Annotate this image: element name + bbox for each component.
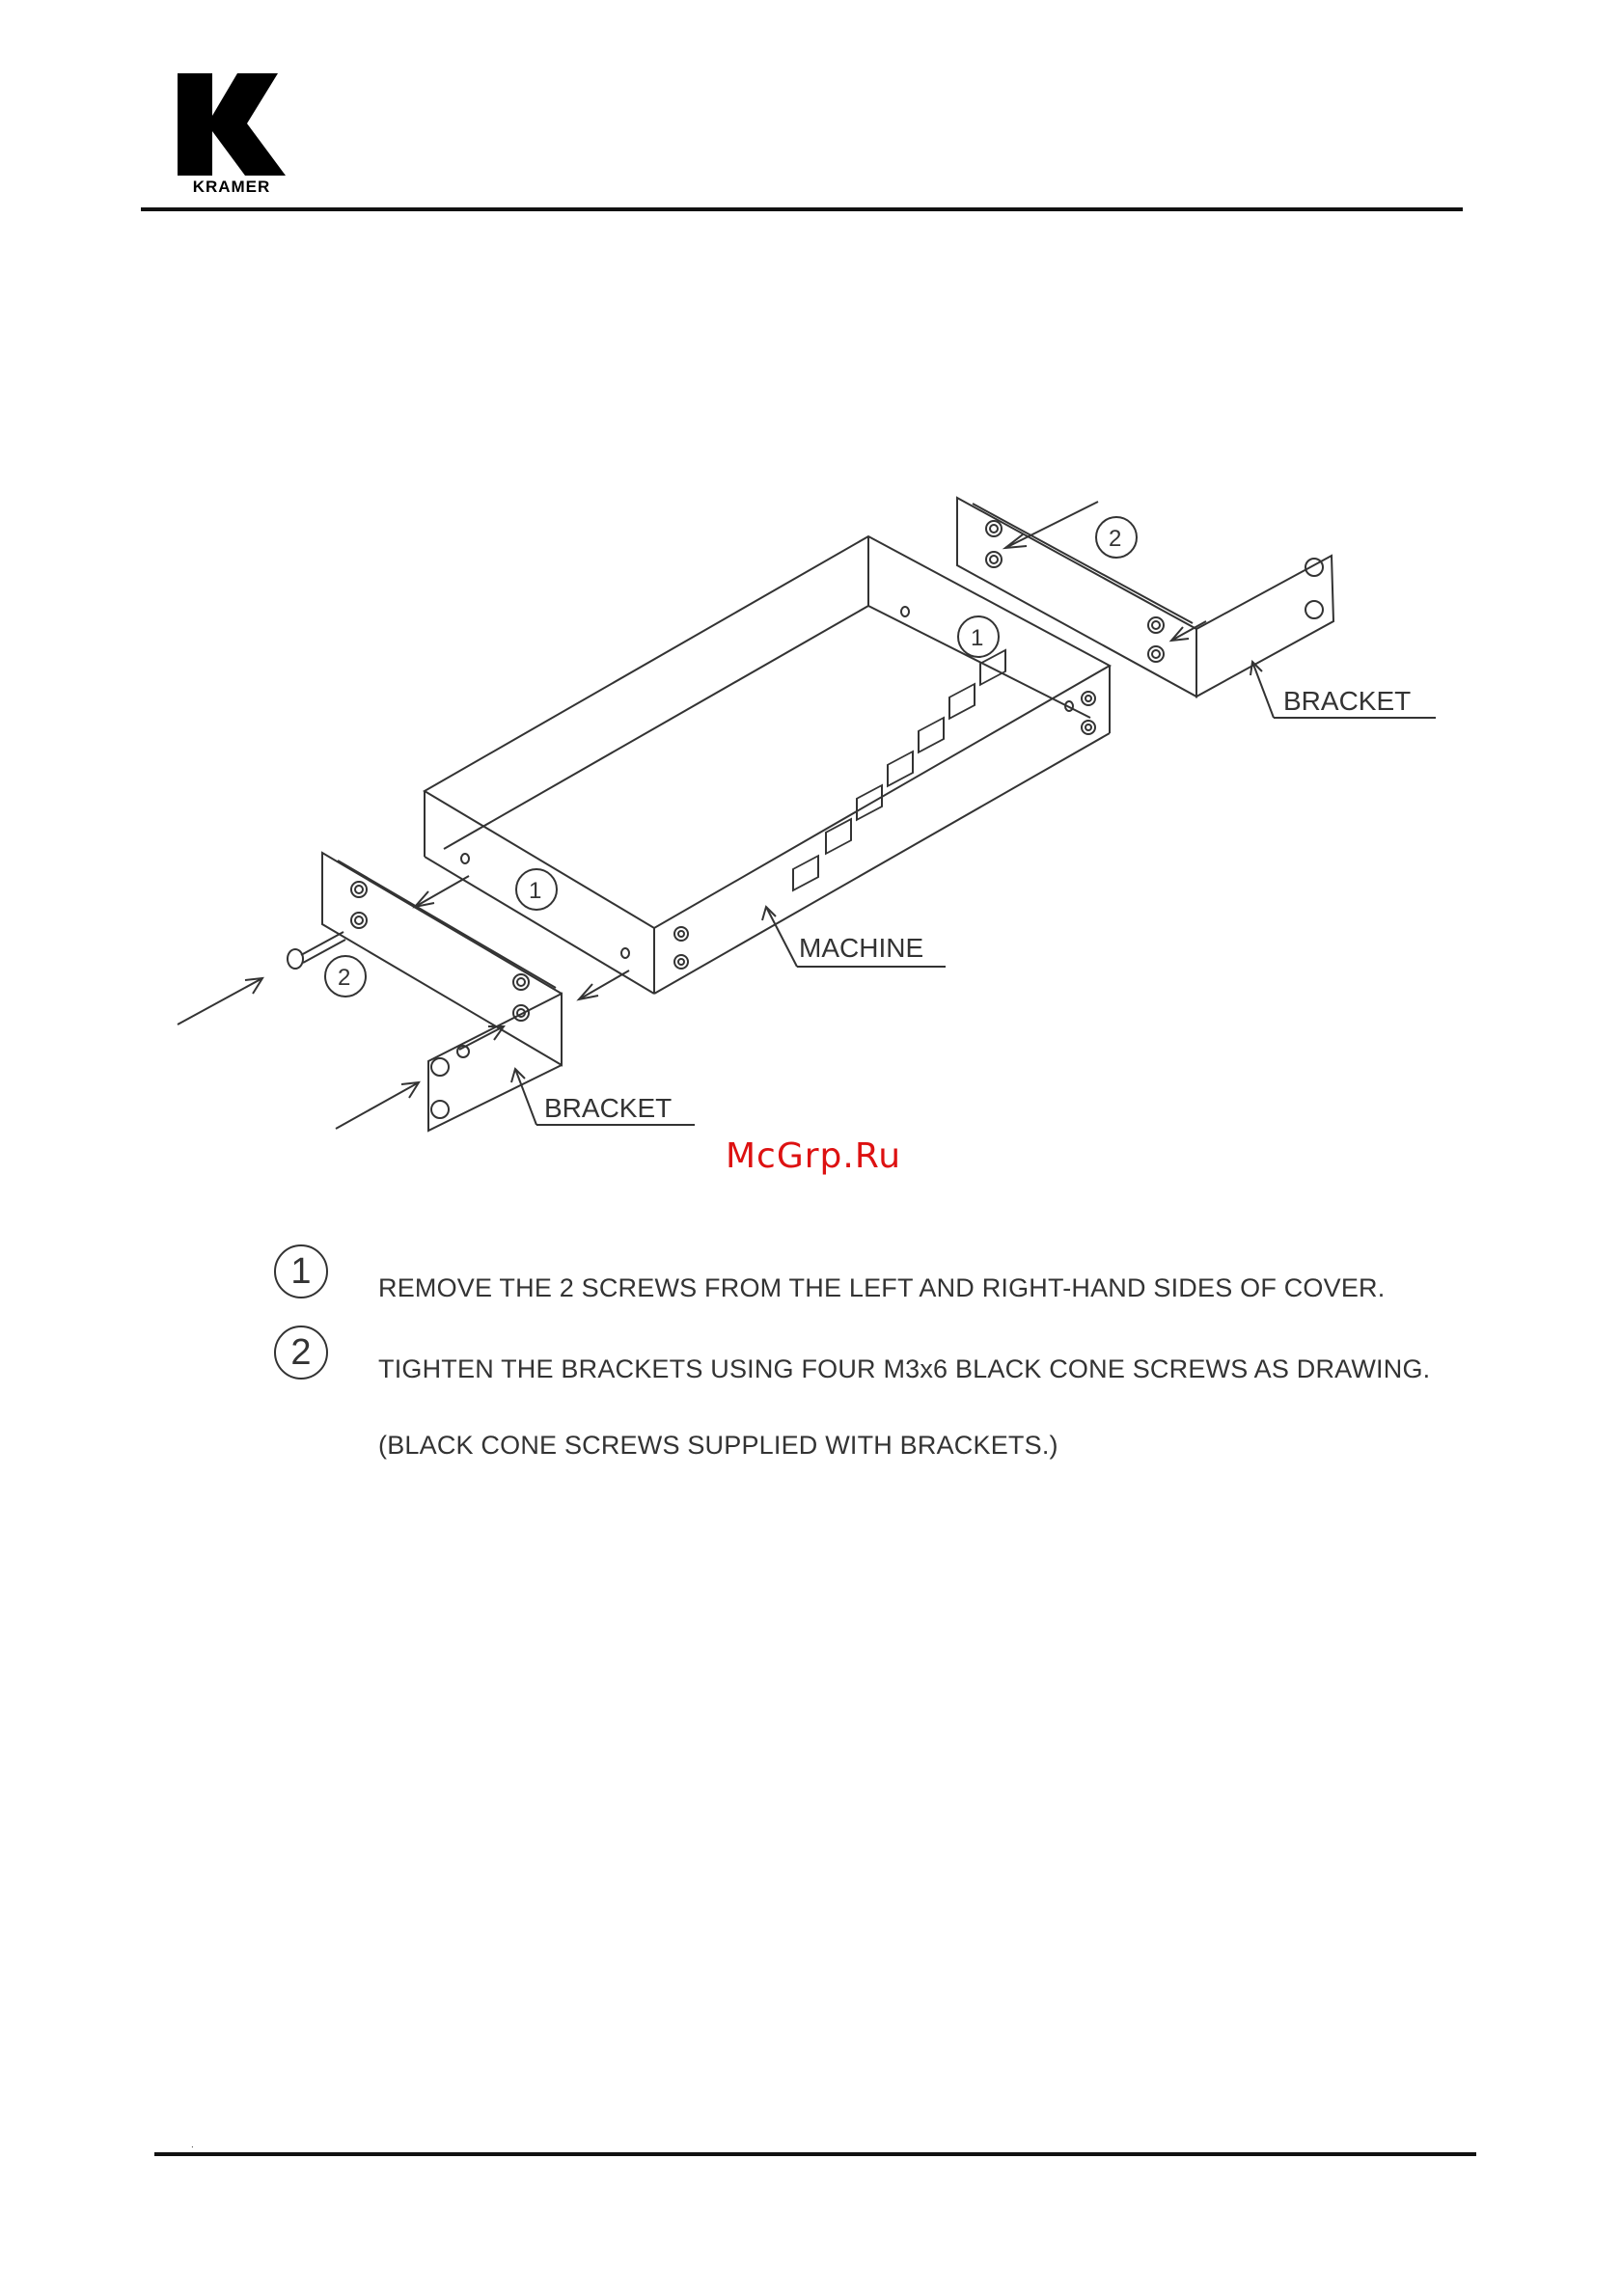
machine-label: MACHINE xyxy=(799,933,924,963)
watermark: McGrp.Ru xyxy=(726,1136,902,1176)
callout-2-right: 2 xyxy=(1109,526,1122,552)
bracket-right-label: BRACKET xyxy=(1283,686,1412,716)
step-note: (BLACK CONE SCREWS SUPPLIED WITH BRACKETS.) xyxy=(378,1431,1058,1460)
screw-left xyxy=(288,932,345,969)
step-2-text: TIGHTEN THE BRACKETS USING FOUR M3x6 BLACK CONE SCREWS AS DRAWING. xyxy=(378,1354,1431,1383)
kramer-logo-text: KRAMER xyxy=(192,178,271,196)
step-2-badge: 2 xyxy=(274,1326,328,1380)
callout-2-left: 2 xyxy=(338,965,351,991)
step-1-text: REMOVE THE 2 SCREWS FROM THE LEFT AND RIGHT-HAND SIDES OF COVER. xyxy=(378,1273,1386,1302)
footer-mark: . xyxy=(191,2140,194,2150)
callout-1-side: 1 xyxy=(529,878,542,904)
step-1-badge: 1 xyxy=(274,1244,328,1298)
machine-box xyxy=(425,536,1110,994)
bracket-left-label: BRACKET xyxy=(544,1093,673,1123)
callout-1-top: 1 xyxy=(971,625,984,651)
bracket-right xyxy=(957,498,1333,697)
footer-rule xyxy=(154,2152,1476,2156)
